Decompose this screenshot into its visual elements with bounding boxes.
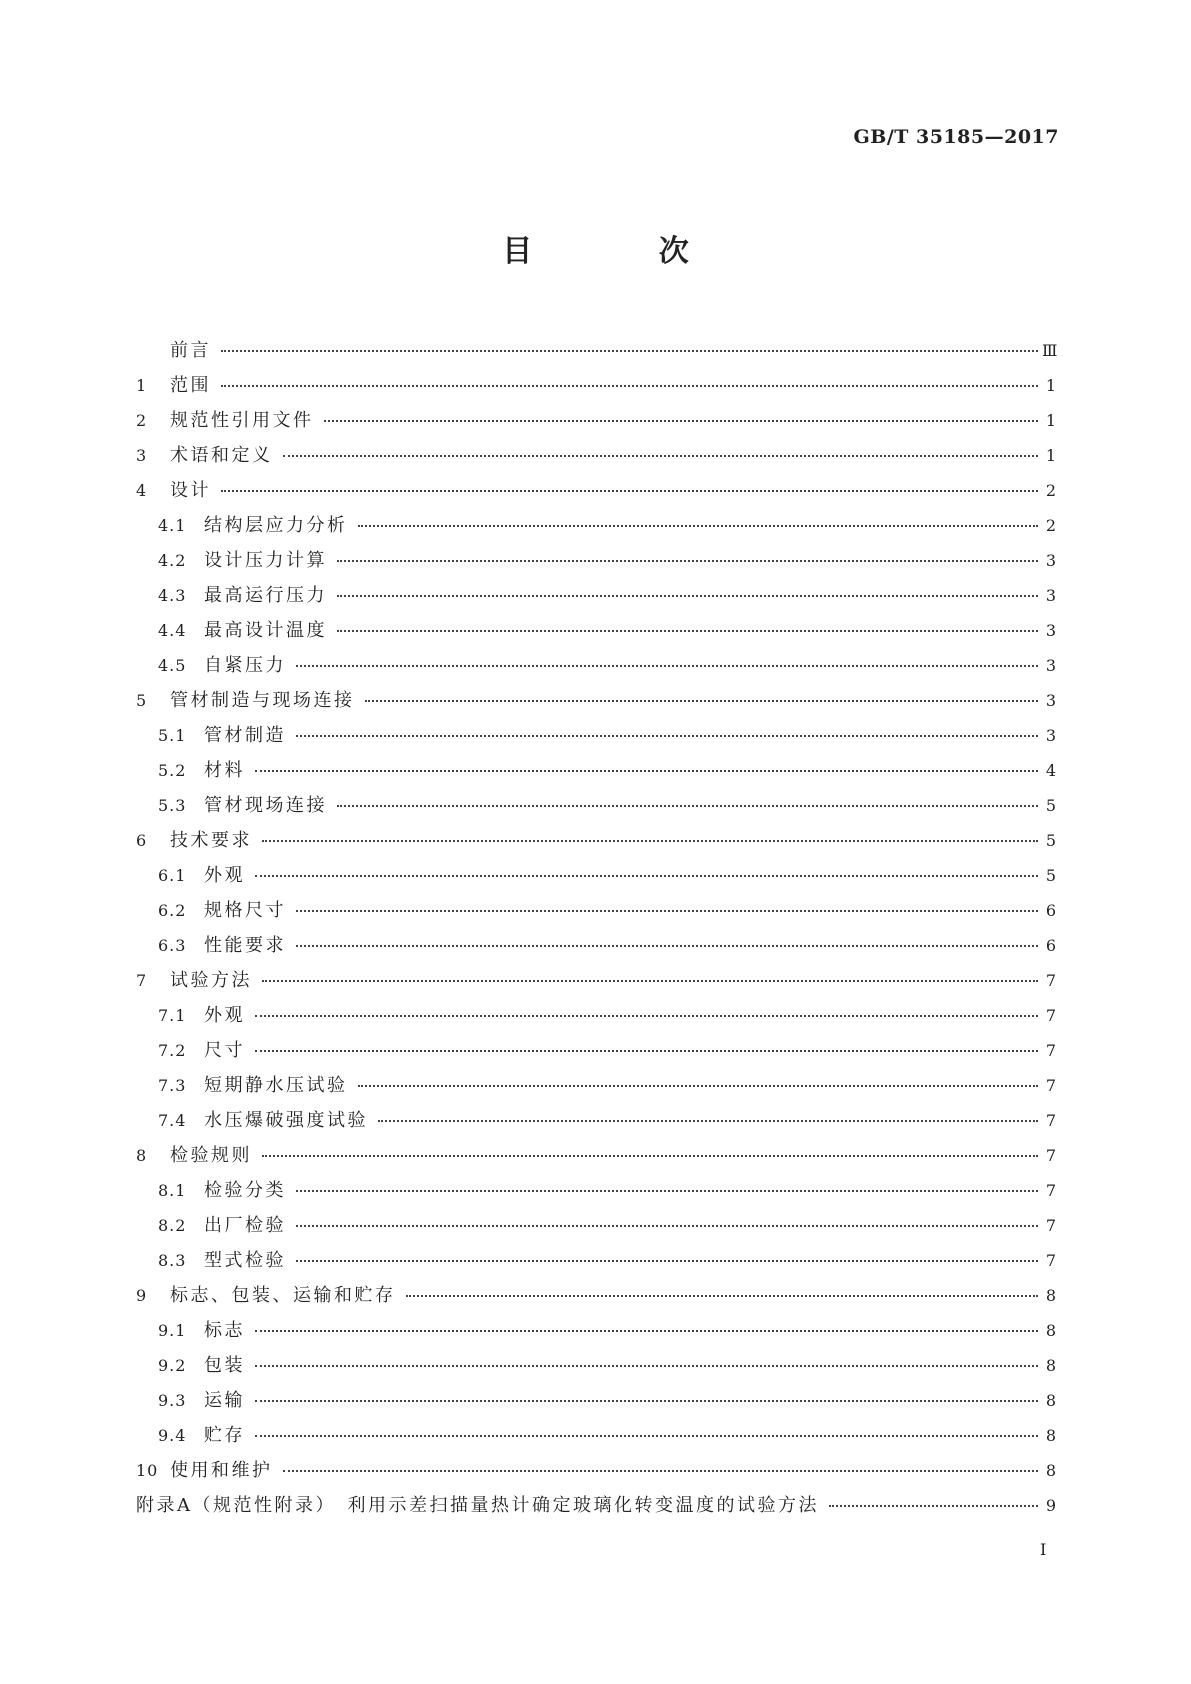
toc-subentry[interactable] (136, 1316, 1056, 1351)
toc-entry-page: 2 (1045, 481, 1056, 500)
toc-entry[interactable] (136, 826, 1056, 861)
toc-entry-number: 9.3 (158, 1391, 187, 1410)
toc-entry-page: 9 (1045, 1496, 1056, 1515)
dot-leader (358, 525, 1039, 527)
toc-entry-label: 规格尺寸 (204, 900, 286, 921)
dot-leader (296, 1190, 1038, 1192)
toc-entry[interactable] (136, 441, 1056, 476)
toc-entry-page: 7 (1045, 1216, 1056, 1235)
toc-subentry[interactable] (136, 616, 1056, 651)
toc-entry-number: 3 (136, 446, 148, 465)
toc-entry-page: 3 (1045, 656, 1056, 675)
toc-entry-page: Ⅲ (1042, 341, 1058, 360)
toc-entry-label: 出厂检验 (204, 1215, 286, 1236)
toc-entry-label: 包装 (204, 1355, 245, 1376)
toc-entry-label: 最高运行压力 (204, 585, 327, 606)
toc-entry-number: 4.4 (158, 621, 187, 640)
toc-entry-label: 检验分类 (204, 1180, 286, 1201)
toc-subentry[interactable] (136, 861, 1056, 896)
toc-entry[interactable] (136, 966, 1056, 1001)
toc-title: 目 次 (502, 234, 747, 269)
dot-leader (296, 1225, 1038, 1227)
toc-entry-page: 8 (1045, 1391, 1056, 1410)
toc-entry[interactable] (136, 406, 1056, 441)
toc-subentry[interactable] (136, 1246, 1056, 1281)
toc-entry-number: 5.2 (158, 761, 187, 780)
toc-subentry[interactable] (136, 1001, 1056, 1036)
toc-subentry[interactable] (136, 721, 1056, 756)
toc-subentry[interactable] (136, 651, 1056, 686)
toc-entry-label: 管材制造 (204, 725, 286, 746)
toc-subentry[interactable] (136, 1106, 1056, 1141)
toc-entry-label: 术语和定义 (170, 445, 273, 466)
toc-subentry[interactable] (136, 1386, 1056, 1421)
toc-entry-number: 5.3 (158, 796, 187, 815)
toc-entry-page: 3 (1045, 691, 1056, 710)
toc-entry-page: 8 (1045, 1286, 1056, 1305)
toc-entry-page: 7 (1045, 1006, 1056, 1025)
dot-leader (296, 910, 1038, 912)
toc-entry-label: 试验方法 (170, 970, 252, 991)
dot-leader (255, 1365, 1038, 1367)
toc-entry-label: 最高设计温度 (204, 620, 327, 641)
toc-subentry[interactable] (136, 1036, 1056, 1071)
toc-entry-label: 附录A（规范性附录） 利用示差扫描量热计确定玻璃化转变温度的试验方法 (136, 1495, 819, 1516)
toc-entry-page: 7 (1045, 1181, 1056, 1200)
toc-entry-page: 4 (1045, 761, 1056, 780)
toc-entry-label: 范围 (170, 375, 211, 396)
toc-entry[interactable] (136, 1141, 1056, 1176)
toc-entry-number: 8.1 (158, 1181, 187, 1200)
toc-entry-label: 外观 (204, 1005, 245, 1026)
toc-subentry[interactable] (136, 896, 1056, 931)
toc-entry-number: 7.3 (158, 1076, 187, 1095)
toc-entry-page: 3 (1045, 621, 1056, 640)
dot-leader (358, 1085, 1039, 1087)
toc-entry-number: 8.3 (158, 1251, 187, 1270)
toc-entry-page: 3 (1045, 551, 1056, 570)
toc-entry-page: 1 (1045, 411, 1056, 430)
toc-entry-label: 设计压力计算 (204, 550, 327, 571)
toc-entry-number: 8.2 (158, 1216, 187, 1235)
toc-entry-page: 7 (1045, 1041, 1056, 1060)
toc-entry-page: 5 (1045, 796, 1056, 815)
toc-entry-label: 贮存 (204, 1425, 245, 1446)
toc-entry-label: 使用和维护 (170, 1460, 273, 1481)
dot-leader (255, 770, 1038, 772)
toc-entry-number: 1 (136, 376, 148, 395)
toc-entry-number: 7.4 (158, 1111, 187, 1130)
dot-leader (337, 595, 1038, 597)
dot-leader (337, 630, 1038, 632)
toc-entry[interactable] (136, 686, 1056, 721)
toc-entry[interactable] (136, 336, 1056, 371)
toc-entry-number: 9.2 (158, 1356, 187, 1375)
toc-entry-label: 结构层应力分析 (204, 515, 348, 536)
dot-leader (337, 560, 1038, 562)
toc-entry-page: 7 (1045, 971, 1056, 990)
toc-entry-page: 1 (1045, 376, 1056, 395)
dot-leader (255, 1015, 1038, 1017)
toc-entry-label: 外观 (204, 865, 245, 886)
toc-entry[interactable] (136, 1456, 1056, 1491)
dot-leader (262, 980, 1038, 982)
toc-entry-label: 管材制造与现场连接 (170, 690, 355, 711)
toc-entry-label: 型式检验 (204, 1250, 286, 1271)
toc-entry-number: 9 (136, 1286, 148, 1305)
toc-entry-page: 8 (1045, 1356, 1056, 1375)
toc-entry-page: 8 (1045, 1426, 1056, 1445)
dot-leader (255, 875, 1038, 877)
toc-entry-number: 5.1 (158, 726, 187, 745)
toc-entry-number: 4.1 (158, 516, 187, 535)
toc-entry-number: 2 (136, 411, 148, 430)
toc-entry-page: 6 (1045, 936, 1056, 955)
toc-entry-page: 8 (1045, 1461, 1056, 1480)
toc-entry-number: 8 (136, 1146, 148, 1165)
toc-entry-page: 3 (1045, 586, 1056, 605)
toc-entry-label: 尺寸 (204, 1040, 245, 1061)
toc-entry-number: 9.1 (158, 1321, 187, 1340)
toc-entry-label: 设计 (170, 480, 211, 501)
toc-entry-label: 运输 (204, 1390, 245, 1411)
dot-leader (262, 840, 1038, 842)
standard-code: GB/T 35185—2017 (853, 126, 1059, 148)
dot-leader (365, 700, 1039, 702)
dot-leader (296, 945, 1038, 947)
dot-leader (221, 350, 1038, 352)
toc-entry-label: 技术要求 (170, 830, 252, 851)
toc-subentry[interactable] (136, 1176, 1056, 1211)
dot-leader (406, 1295, 1039, 1297)
toc-entry-page: 5 (1045, 866, 1056, 885)
toc-subentry[interactable] (136, 581, 1056, 616)
dot-leader (296, 735, 1038, 737)
toc-entry-number: 7.2 (158, 1041, 187, 1060)
toc-entry[interactable] (136, 476, 1056, 511)
toc-entry-number: 6.2 (158, 901, 187, 920)
toc-entry[interactable] (136, 371, 1056, 406)
toc-entry[interactable] (136, 1281, 1056, 1316)
page-number: I (1040, 1540, 1047, 1559)
toc-entry[interactable] (136, 1491, 1056, 1526)
toc-entry-label: 管材现场连接 (204, 795, 327, 816)
toc-entry-number: 6 (136, 831, 148, 850)
dot-leader (255, 1330, 1038, 1332)
table-of-contents (136, 336, 1056, 1526)
toc-entry-page: 8 (1045, 1321, 1056, 1340)
toc-subentry[interactable] (136, 791, 1056, 826)
toc-entry-page: 7 (1045, 1076, 1056, 1095)
toc-entry-page: 7 (1045, 1111, 1056, 1130)
toc-subentry[interactable] (136, 756, 1056, 791)
dot-leader (221, 490, 1038, 492)
toc-entry-label: 规范性引用文件 (170, 410, 314, 431)
dot-leader (221, 385, 1038, 387)
toc-entry-number: 4 (136, 481, 148, 500)
toc-entry-label: 自紧压力 (204, 655, 286, 676)
toc-entry-page: 5 (1045, 831, 1056, 850)
dot-leader (255, 1400, 1038, 1402)
dot-leader (283, 1470, 1039, 1472)
toc-entry-number: 7.1 (158, 1006, 187, 1025)
dot-leader (324, 420, 1039, 422)
toc-entry-page: 6 (1045, 901, 1056, 920)
toc-entry-number: 4.2 (158, 551, 187, 570)
toc-entry-label: 性能要求 (204, 935, 286, 956)
dot-leader (262, 1155, 1038, 1157)
toc-entry-label: 材料 (204, 760, 245, 781)
toc-entry-number: 6.3 (158, 936, 187, 955)
toc-entry-label: 短期静水压试验 (204, 1075, 348, 1096)
toc-entry-label: 标志、包装、运输和贮存 (170, 1285, 396, 1306)
toc-entry-page: 2 (1045, 516, 1056, 535)
toc-entry-page: 1 (1045, 446, 1056, 465)
toc-subentry[interactable] (136, 511, 1056, 546)
toc-entry-number: 7 (136, 971, 148, 990)
dot-leader (296, 665, 1038, 667)
toc-subentry[interactable] (136, 1421, 1056, 1456)
toc-entry-label: 前言 (170, 340, 211, 361)
toc-subentry[interactable] (136, 1071, 1056, 1106)
dot-leader (255, 1050, 1038, 1052)
dot-leader (829, 1505, 1038, 1507)
dot-leader (337, 805, 1038, 807)
toc-entry-page: 3 (1045, 726, 1056, 745)
dot-leader (296, 1260, 1038, 1262)
toc-entry-number: 9.4 (158, 1426, 187, 1445)
toc-entry-number: 4.5 (158, 656, 187, 675)
toc-entry-label: 水压爆破强度试验 (204, 1110, 368, 1131)
toc-subentry[interactable] (136, 546, 1056, 581)
dot-leader (283, 455, 1039, 457)
toc-entry-label: 标志 (204, 1320, 245, 1341)
toc-entry-label: 检验规则 (170, 1145, 252, 1166)
toc-entry-number: 10 (136, 1461, 159, 1480)
toc-entry-page: 7 (1045, 1251, 1056, 1270)
toc-entry-page: 7 (1045, 1146, 1056, 1165)
toc-entry-number: 5 (136, 691, 148, 710)
toc-entry-number: 4.3 (158, 586, 187, 605)
toc-subentry[interactable] (136, 931, 1056, 966)
toc-entry-number: 6.1 (158, 866, 187, 885)
dot-leader (378, 1120, 1038, 1122)
toc-subentry[interactable] (136, 1351, 1056, 1386)
dot-leader (255, 1435, 1038, 1437)
toc-subentry[interactable] (136, 1211, 1056, 1246)
